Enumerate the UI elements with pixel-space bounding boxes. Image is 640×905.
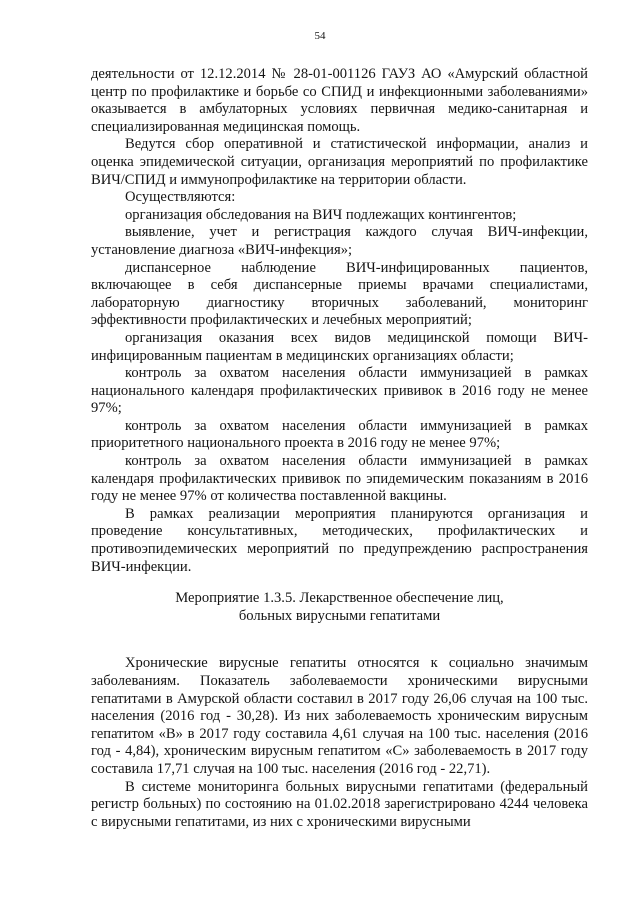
paragraph-planned-activities: В рамках реализации мероприятия планируются организация и проведение консультативных, методических, профилактических и противоэпидемических мероприятий по предупреждению распространения ВИЧ-инфекции. bbox=[91, 505, 588, 575]
list-item-medical-care: организация оказания всех видов медицинской помощи ВИЧ-инфицированным пациентам в медицинских организациях области; bbox=[91, 329, 588, 364]
list-item-dispensary: диспансерное наблюдение ВИЧ-инфицированных пациентов, включающее в себя диспансерные приемы врачами специалистами, лабораторную диагностику вторичных заболеваний, мониторинг эффективности профилактических и лечебных мероприятий; bbox=[91, 259, 588, 329]
list-item-epidemic-indications: контроль за охватом населения области иммунизацией в рамках календаря профилактических прививок по эпидемическим показаниям в 2016 году не менее 97% от количества поставленной вакцины. bbox=[91, 453, 588, 505]
paragraph-intro: деятельности от 12.12.2014 № 28-01-001126 ГАУЗ АО «Амурский областной центр по профилактике и борьбе со СПИД и инфекционными заболеваниями» оказывается в амбулаторных условиях первичная медико-санитарная и специализированная медицинская помощь. bbox=[91, 66, 588, 135]
page-number: 54 bbox=[314, 30, 326, 42]
paragraph-monitoring: Ведутся сбор оперативной и статистической информации, анализ и оценка эпидемической ситуации, организация мероприятий по профилактике ВИЧ/СПИД и иммунопрофилактике на территории области. bbox=[91, 136, 588, 188]
list-item-priority-project: контроль за охватом населения области иммунизацией в рамках приоритетного национального проекта в 2016 году не менее 97%; bbox=[91, 417, 588, 452]
list-item-national-calendar: контроль за охватом населения области иммунизацией в рамках национального календаря профилактических прививок в 2016 году не менее 97%; bbox=[91, 365, 588, 417]
paragraph-hepatitis-registry: В системе мониторинга больных вирусными гепатитами (федеральный регистр больных) по состоянию на 01.02.2018 зарегистрировано 4244 человека с вирусными гепатитами, из них с хроническими вирусными bbox=[91, 778, 588, 830]
paragraph-carried-out: Осуществляются: bbox=[125, 189, 236, 206]
section-heading-line-2: больных вирусными гепатитами bbox=[238, 607, 441, 624]
section-heading-line-1: Мероприятие 1.3.5. Лекарственное обеспечение лиц, bbox=[175, 590, 504, 607]
paragraph-hepatitis-incidence: Хронические вирусные гепатиты относятся к социально значимым заболеваниям. Показатель заболеваемости хроническими вирусными гепатитами в Амурской области составил в 2017 году 26,06 случая на 100 тыс. населения (2016 год - 30,28). Из них заболеваемость хроническим вирусным гепатитом «В» в 2017 году составила 4,61 случая на 100 тыс. населения (2016 год - 4,84), хроническим вирусным гепатитом «С» заболеваемость в 2017 году составила 17,71 случая на 100 тыс. населения (2016 год - 22,71). bbox=[91, 655, 588, 777]
list-item-registration: выявление, учет и регистрация каждого случая ВИЧ-инфекции, установление диагноза «ВИЧ-инфекция»; bbox=[91, 224, 588, 258]
list-item-hiv-testing: организация обследования на ВИЧ подлежащих контингентов; bbox=[125, 206, 517, 223]
document-body bbox=[91, 66, 588, 831]
section-heading bbox=[91, 590, 588, 625]
